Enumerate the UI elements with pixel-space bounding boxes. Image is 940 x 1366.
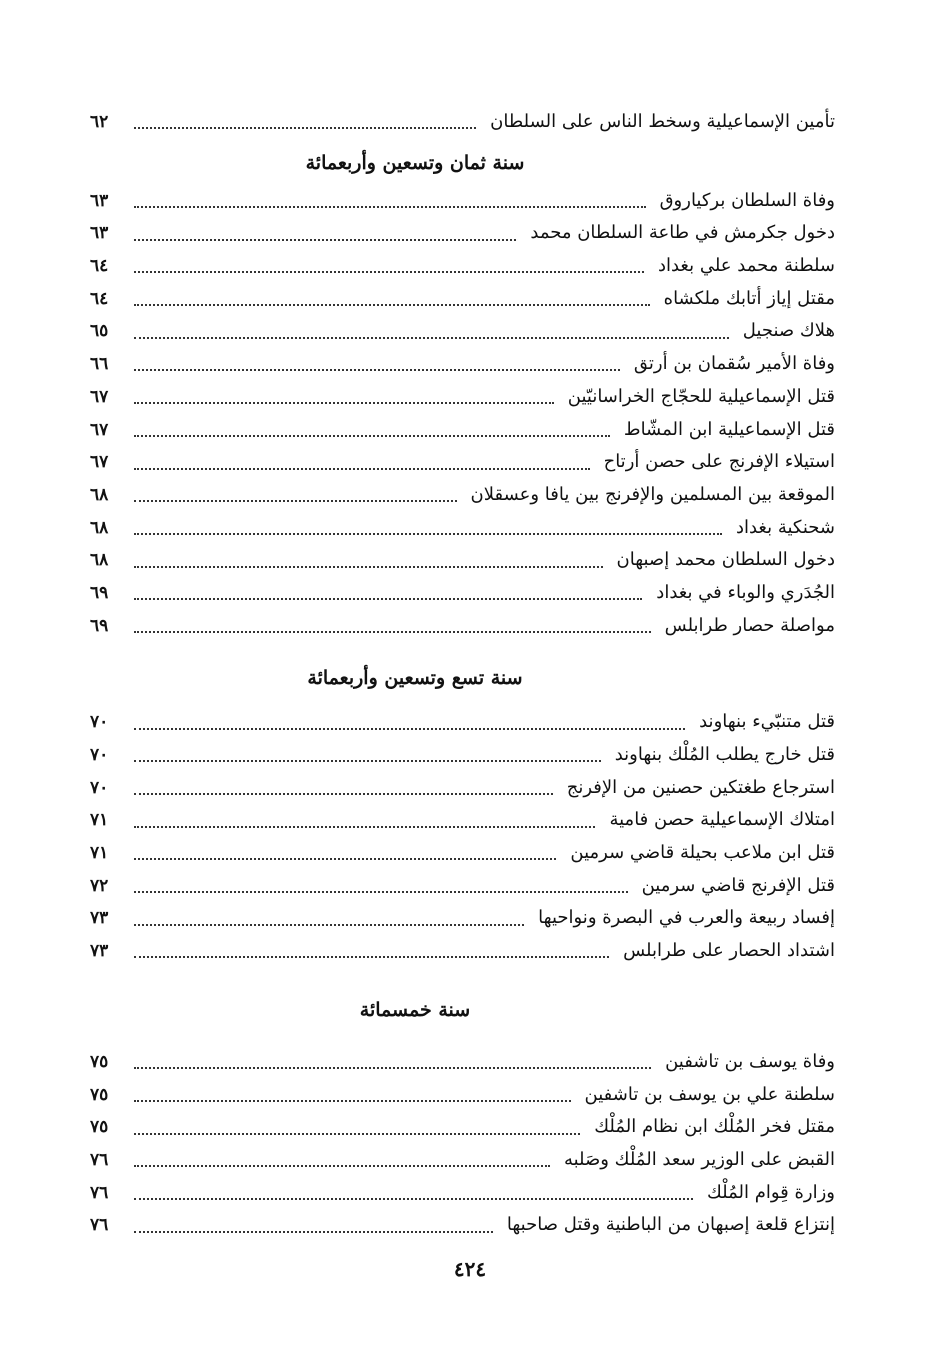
toc-entry-page-number: ٧٦ xyxy=(90,1182,109,1203)
table-of-contents xyxy=(90,106,835,1242)
toc-entry-page-number: ٦٦ xyxy=(90,354,109,375)
dotted-leader xyxy=(134,500,457,502)
toc-entry-title: سلطنة علي بن يوسف بن تاشفين xyxy=(584,1083,835,1105)
sections-container xyxy=(90,141,835,1242)
toc-entry-page-number: ٦٨ xyxy=(90,517,109,538)
dotted-leader xyxy=(134,1165,550,1167)
toc-entry-title: قتل الإسماعيلية للحجّاج الخراسانيّين xyxy=(567,385,835,407)
toc-entry-title: وزارة قِوام المُلْك xyxy=(706,1181,835,1203)
toc-entry xyxy=(90,1209,835,1242)
toc-entry-page-number: ٧٥ xyxy=(90,1117,109,1138)
dotted-leader xyxy=(134,533,722,535)
toc-entry-page-number: ٧٣ xyxy=(90,941,109,962)
toc-entry-title: سلطنة محمد علي بغداد xyxy=(657,255,835,277)
toc-entry-page-number: ٦٤ xyxy=(90,256,109,277)
toc-entry-page-number: ٧٢ xyxy=(90,875,109,896)
toc-entry-page-number: ٧٠ xyxy=(90,777,109,798)
toc-entry-page-number: ٦٧ xyxy=(90,386,109,407)
toc-entry-title: امتلاك الإسماعيلية حصن فامية xyxy=(609,809,835,831)
toc-entry xyxy=(90,1046,835,1079)
toc-entry-page-number: ٧٠ xyxy=(90,712,109,733)
dotted-leader xyxy=(134,239,516,241)
toc-entry-page-number: ٦٨ xyxy=(90,550,109,571)
toc-entry xyxy=(90,902,835,935)
dotted-leader xyxy=(134,891,628,893)
dotted-leader xyxy=(134,271,644,273)
toc-entry xyxy=(90,381,835,414)
dotted-leader xyxy=(134,631,651,633)
toc-entry-title: قتل الإفرنج قاضي سرمين xyxy=(641,874,835,896)
dotted-leader xyxy=(134,206,646,208)
toc-entry-title: وفاة الأمير سُقمان بن أرتق xyxy=(633,353,835,375)
toc-entry-title: دخول جكرمش في طاعة السلطان محمد xyxy=(530,222,835,244)
dotted-leader xyxy=(134,435,610,437)
year-section xyxy=(90,656,835,968)
toc-entry-title: وفاة يوسف بن تاشفين xyxy=(665,1050,835,1072)
dotted-leader xyxy=(134,728,685,730)
toc-entry-page-number: ٦٣ xyxy=(90,190,109,211)
dotted-leader xyxy=(134,1231,493,1233)
toc-entry xyxy=(90,544,835,577)
toc-entry-page-number: ٧٠ xyxy=(90,745,109,765)
toc-entry xyxy=(90,870,835,903)
toc-entry-page-number: ٧٦ xyxy=(90,1215,109,1236)
top-entries-list xyxy=(90,106,835,139)
toc-entry-page-number: ٧٥ xyxy=(90,1084,109,1105)
toc-entry xyxy=(90,217,835,250)
toc-entry-title: دخول السلطان محمد إصبهان xyxy=(616,549,835,571)
toc-entry-title: قتل متنبّيء بنهاوند xyxy=(699,711,835,733)
toc-entry xyxy=(90,1079,835,1112)
toc-entry-page-number: ٦٢ xyxy=(90,112,109,132)
toc-entry xyxy=(90,577,835,610)
toc-entry xyxy=(90,185,835,218)
toc-entry xyxy=(90,804,835,837)
toc-entry xyxy=(90,739,835,772)
toc-entry xyxy=(90,479,835,512)
toc-entry-title: قتل ابن ملاعب بحيلة قاضي سرمين xyxy=(570,842,835,864)
toc-entry-title: شحنكية بغداد xyxy=(735,516,835,538)
toc-entry-page-number: ٧٦ xyxy=(90,1149,109,1170)
toc-entry-page-number: ٦٤ xyxy=(90,288,109,309)
toc-entry-title: القبض على الوزير سعد المُلْك وصَلبه xyxy=(563,1148,835,1170)
toc-entry-title: إفساد ربيعة والعرب في البصرة ونواحيها xyxy=(538,907,835,929)
toc-entry-title: مقتل إياز أتابك ملكشاه xyxy=(663,287,835,309)
year-heading: سنة ثمان وتسعين وأربعمائة xyxy=(305,151,525,174)
year-heading: سنة خمسمائة xyxy=(359,998,471,1021)
dotted-leader xyxy=(134,760,601,762)
toc-entry xyxy=(90,935,835,968)
toc-entry xyxy=(90,446,835,479)
toc-entry-page-number: ٦٥ xyxy=(90,321,109,342)
toc-entry-title: اشتداد الحصار على طرابلس xyxy=(623,940,835,962)
dotted-leader xyxy=(134,1133,580,1135)
year-heading: سنة تسع وتسعين وأربعمائة xyxy=(307,667,523,690)
toc-entry xyxy=(90,1111,835,1144)
toc-entry xyxy=(90,512,835,545)
toc-entry-title: قتل الإسماعيلية ابن المشّاط xyxy=(623,418,835,440)
dotted-leader xyxy=(134,468,590,470)
toc-entry xyxy=(90,610,835,643)
dotted-leader xyxy=(134,858,556,860)
dotted-leader xyxy=(134,402,554,404)
toc-entry-title: استرجاع طغتكين حصنين من الإفرنج xyxy=(566,776,835,798)
toc-entry xyxy=(90,283,835,316)
toc-entry xyxy=(90,837,835,870)
toc-entry-page-number: ٧١ xyxy=(90,843,109,864)
toc-entry xyxy=(90,315,835,348)
dotted-leader xyxy=(134,1100,571,1102)
toc-entry xyxy=(90,414,835,447)
toc-entry xyxy=(90,106,835,139)
toc-entry-title: الجُدَري والوباء في بغداد xyxy=(656,581,835,603)
toc-entry-page-number: ٧١ xyxy=(90,810,109,831)
toc-entry-title: مقتل فخر المُلْك ابن نظام المُلْك xyxy=(594,1116,835,1138)
toc-entry xyxy=(90,250,835,283)
dotted-leader xyxy=(134,956,609,958)
toc-entry-title: وفاة السلطان بركياروق xyxy=(659,189,835,211)
toc-entry-page-number: ٦٨ xyxy=(90,484,109,505)
dotted-leader xyxy=(134,369,620,371)
page-number: ٤٢٤ xyxy=(453,1257,487,1281)
toc-entry xyxy=(90,1144,835,1177)
dotted-leader xyxy=(134,566,603,568)
toc-entry-title: استيلاء الإفرنج على حصن أرتاح xyxy=(603,451,835,473)
year-section xyxy=(90,988,835,1242)
toc-entry xyxy=(90,348,835,381)
dotted-leader xyxy=(134,127,476,129)
toc-entry-page-number: ٦٩ xyxy=(90,582,109,603)
dotted-leader xyxy=(134,826,595,828)
toc-entry-page-number: ٦٧ xyxy=(90,419,109,440)
toc-entry xyxy=(90,772,835,805)
toc-entry-page-number: ٦٣ xyxy=(90,223,109,244)
toc-entry-title: تأمين الإسماعيلية وسخط الناس على السلطان xyxy=(490,111,835,132)
toc-entry xyxy=(90,706,835,739)
toc-entry-page-number: ٦٧ xyxy=(90,452,109,473)
toc-entry-page-number: ٦٩ xyxy=(90,615,109,636)
toc-entry xyxy=(90,1177,835,1210)
dotted-leader xyxy=(134,1067,651,1069)
toc-entry-page-number: ٧٥ xyxy=(90,1051,109,1072)
dotted-leader xyxy=(134,304,650,306)
toc-entry-title: إنتزاع قلعة إصبهان من الباطنية وقتل صاحبها xyxy=(506,1214,835,1236)
toc-entry-title: هلاك صنجيل xyxy=(742,320,835,342)
toc-entry-title: مواصلة حصار طرابلس xyxy=(664,614,835,636)
dotted-leader xyxy=(134,598,642,600)
dotted-leader xyxy=(134,793,553,795)
toc-entry-title: قتل خارج يطلب المُلْك بنهاوند xyxy=(614,744,835,765)
dotted-leader xyxy=(134,1198,693,1200)
dotted-leader xyxy=(134,924,524,926)
year-section xyxy=(90,141,835,643)
dotted-leader xyxy=(134,337,729,339)
toc-entry-title: الموقعة بين المسلمين والإفرنج بين يافا وعسقلان xyxy=(470,483,835,505)
toc-entry-page-number: ٧٣ xyxy=(90,908,109,929)
